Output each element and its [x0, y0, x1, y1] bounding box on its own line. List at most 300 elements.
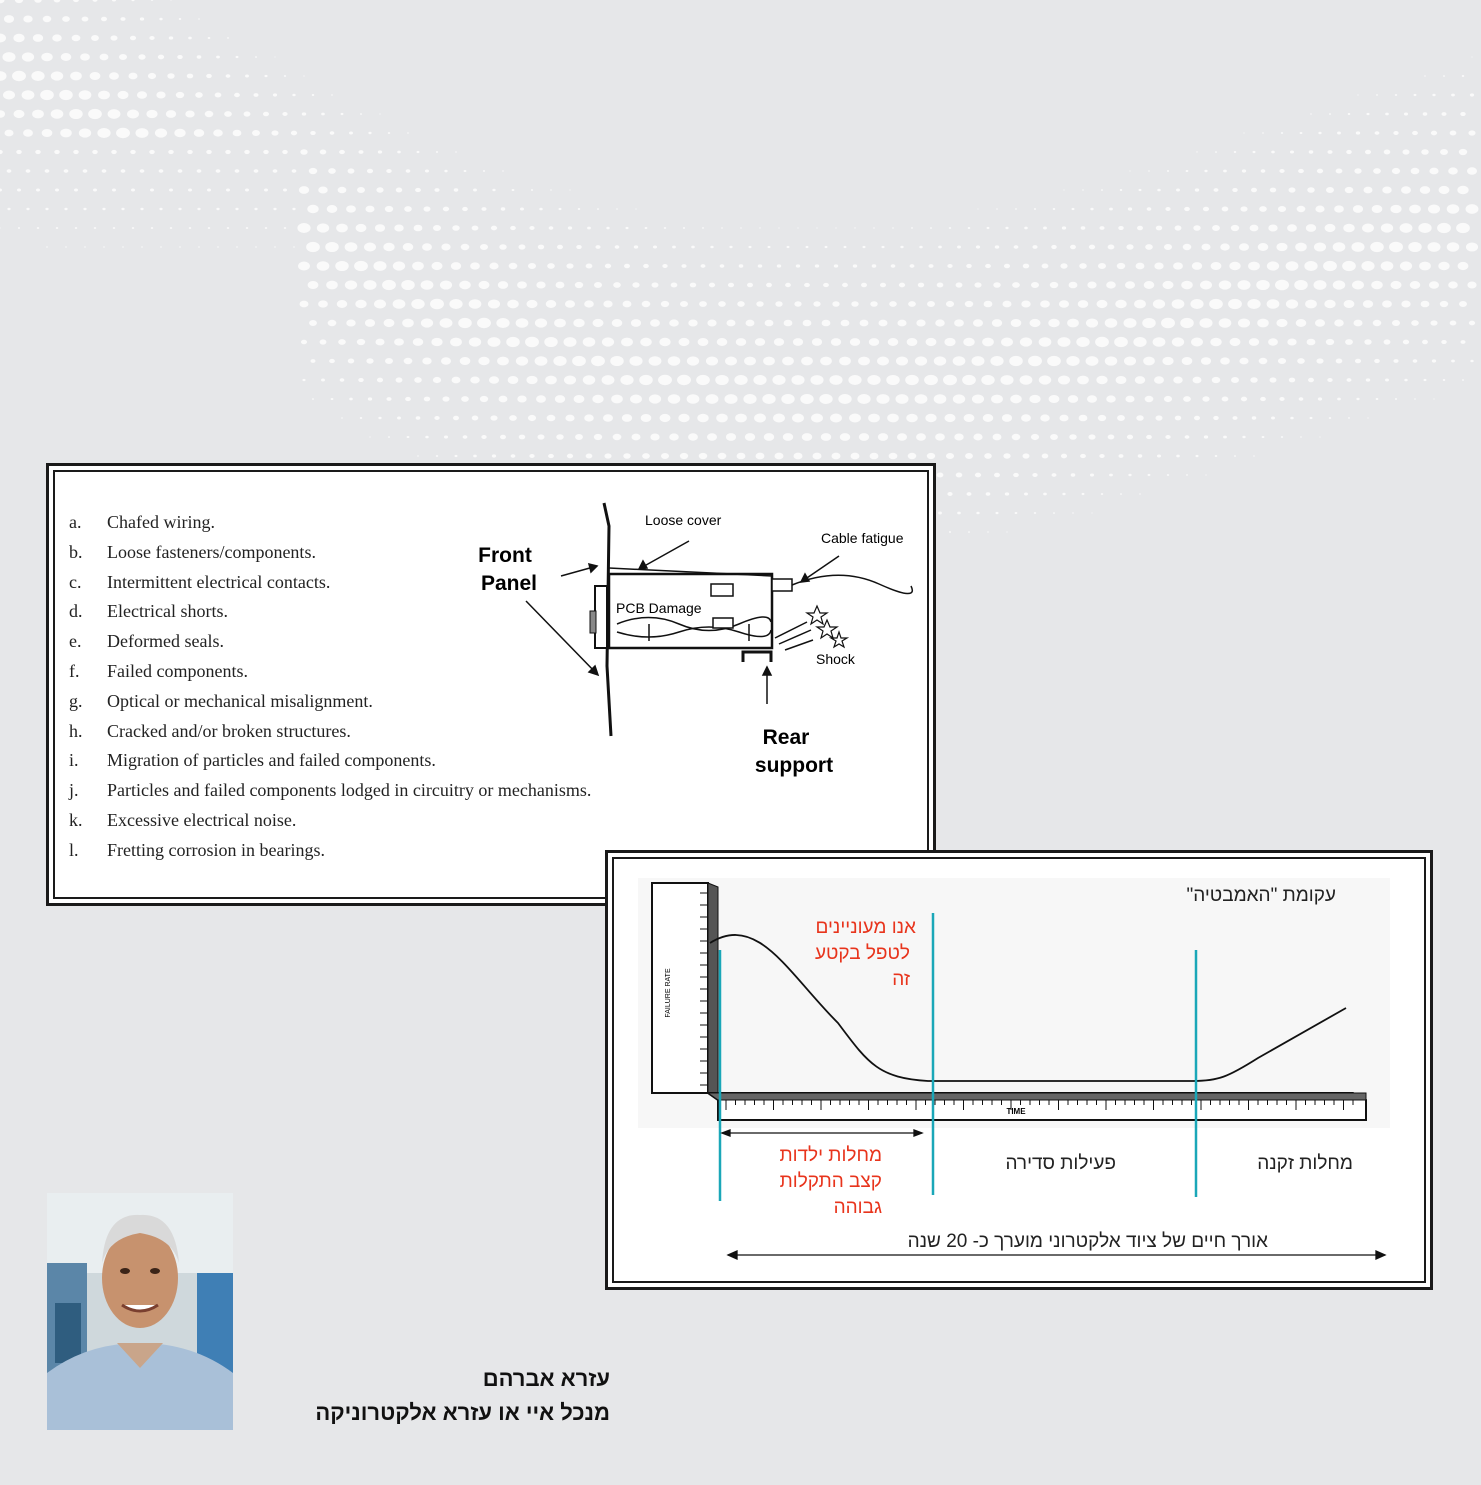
list-item-text: Excessive electrical noise. — [107, 809, 297, 830]
halftone-dot — [702, 227, 704, 228]
halftone-dot — [274, 57, 275, 58]
halftone-dot — [606, 227, 609, 230]
halftone-dot — [963, 338, 974, 347]
halftone-dot — [1167, 170, 1169, 172]
halftone-dot — [22, 90, 35, 100]
halftone-dot — [1336, 168, 1343, 173]
halftone-dot — [1287, 224, 1297, 231]
halftone-dot — [1180, 318, 1194, 328]
halftone-dot — [1257, 319, 1269, 328]
halftone-dot — [813, 301, 820, 306]
halftone-dot — [348, 168, 355, 173]
halftone-dot — [1404, 112, 1408, 115]
halftone-dot — [1393, 359, 1398, 363]
halftone-dot — [1157, 454, 1161, 457]
halftone-dot — [416, 416, 421, 419]
halftone-dot — [1030, 319, 1041, 327]
halftone-dot — [1031, 434, 1039, 440]
halftone-dot — [768, 246, 771, 248]
halftone-dot — [469, 337, 481, 346]
halftone-dot — [1423, 112, 1428, 115]
halftone-dot — [499, 396, 508, 403]
halftone-dot — [1145, 396, 1154, 403]
halftone-dot — [569, 190, 570, 191]
halftone-dot — [642, 453, 650, 459]
halftone-dot — [591, 356, 605, 366]
halftone-dot — [1385, 379, 1389, 382]
halftone-dot — [254, 169, 259, 173]
halftone-dot — [120, 17, 125, 21]
halftone-dot — [993, 282, 1000, 288]
halftone-dot — [195, 92, 203, 98]
halftone-dot — [736, 338, 746, 346]
halftone-dot — [1364, 187, 1373, 194]
halftone-dot — [800, 394, 813, 404]
halftone-dot — [245, 189, 249, 192]
halftone-dot — [662, 264, 667, 268]
halftone-dot — [444, 170, 447, 173]
halftone-dot — [346, 205, 356, 212]
halftone-dot — [895, 394, 908, 404]
halftone-dot — [441, 357, 451, 364]
halftone-dot — [1457, 186, 1468, 194]
halftone-dot — [973, 434, 982, 441]
halftone-dot — [454, 455, 457, 457]
halftone-dot — [584, 414, 594, 421]
halftone-dot — [643, 264, 649, 268]
halftone-dot — [292, 169, 297, 173]
halftone-dot — [0, 110, 5, 118]
halftone-dot — [489, 263, 498, 270]
halftone-dot — [170, 227, 172, 229]
halftone-dot — [944, 338, 955, 346]
halftone-dot — [382, 280, 396, 290]
halftone-dot — [425, 436, 428, 439]
halftone-dot — [697, 414, 708, 423]
halftone-dot — [1352, 281, 1364, 290]
halftone-dot — [1129, 171, 1130, 172]
halftone-dot — [254, 208, 257, 210]
halftone-dot — [1400, 223, 1413, 233]
halftone-dot — [1050, 282, 1058, 288]
halftone-dot — [1241, 397, 1247, 402]
halftone-dot — [1413, 359, 1418, 363]
halftone-dot — [621, 338, 633, 347]
halftone-dot — [1082, 493, 1085, 495]
halftone-dot — [1336, 359, 1343, 364]
halftone-dot — [538, 434, 545, 439]
halftone-dot — [1012, 282, 1020, 288]
halftone-dot — [1408, 242, 1421, 252]
halftone-dot — [396, 188, 403, 193]
halftone-dot — [1119, 454, 1124, 458]
halftone-dot — [1239, 358, 1248, 365]
halftone-dot — [743, 394, 756, 404]
halftone-dot — [1395, 398, 1397, 400]
halftone-dot — [1234, 151, 1237, 153]
halftone-dot — [140, 208, 143, 210]
halftone-dot — [365, 206, 374, 213]
halftone-dot — [102, 169, 107, 173]
halftone-dot — [253, 93, 258, 97]
halftone-dot — [612, 319, 623, 327]
halftone-dot — [1108, 435, 1115, 440]
halftone-dot — [1086, 356, 1099, 366]
halftone-dot — [819, 394, 832, 404]
halftone-dot — [1048, 319, 1059, 328]
halftone-dot — [131, 0, 134, 1]
halftone-dot — [1429, 168, 1438, 175]
halftone-dot — [41, 53, 52, 62]
halftone-dot — [500, 435, 506, 439]
halftone-dot — [821, 433, 831, 441]
halftone-dot — [306, 242, 320, 252]
halftone-dot — [1214, 188, 1219, 192]
halftone-dot — [449, 299, 462, 309]
halftone-dot — [801, 357, 813, 366]
halftone-dot — [1154, 262, 1163, 269]
halftone-dot — [246, 227, 248, 229]
halftone-dot — [309, 168, 317, 174]
halftone-dot — [403, 243, 414, 251]
halftone-dot — [1069, 434, 1076, 440]
halftone-dot — [384, 319, 395, 327]
list-item-text: Fretting corrosion in bearings. — [107, 839, 325, 860]
halftone-dot — [345, 242, 358, 252]
halftone-dot — [469, 299, 482, 309]
halftone-dot — [310, 131, 315, 135]
halftone-dot — [1253, 455, 1255, 456]
halftone-dot — [547, 415, 556, 422]
halftone-dot — [1316, 358, 1323, 363]
halftone-dot — [962, 375, 976, 385]
halftone-dot — [226, 74, 231, 78]
halftone-dot — [762, 394, 775, 404]
halftone-dot — [640, 338, 652, 347]
list-item-text: Intermittent electrical contacts. — [107, 571, 331, 592]
halftone-dot — [64, 169, 69, 173]
halftone-dot — [841, 320, 850, 327]
halftone-dot — [1029, 395, 1040, 403]
halftone-dot — [1375, 131, 1380, 135]
halftone-dot — [336, 224, 348, 233]
halftone-dot — [892, 227, 894, 228]
halftone-dot — [564, 375, 576, 384]
halftone-dot — [321, 379, 325, 382]
halftone-dot — [206, 74, 212, 78]
halftone-dot — [1190, 299, 1203, 309]
halftone-dot — [1072, 512, 1074, 513]
halftone-dot — [483, 170, 485, 172]
halftone-dot — [18, 227, 20, 229]
halftone-dot — [1376, 398, 1379, 400]
halftone-dot — [778, 227, 779, 228]
halftone-dot — [1032, 245, 1037, 249]
halftone-dot — [414, 225, 423, 232]
list-item-text: Failed components. — [107, 660, 248, 681]
halftone-dot — [271, 130, 278, 135]
halftone-dot — [810, 375, 823, 385]
halftone-dot — [1059, 415, 1068, 422]
list-item-letter: k. — [69, 809, 83, 830]
halftone-dot — [1004, 264, 1010, 269]
halftone-dot — [174, 129, 185, 137]
halftone-dot — [995, 245, 999, 248]
halftone-dot — [80, 53, 90, 60]
halftone-dot — [1451, 94, 1455, 97]
halftone-dot — [981, 375, 994, 385]
halftone-dot — [1024, 492, 1028, 495]
halftone-dot — [357, 339, 365, 345]
halftone-dot — [488, 337, 501, 347]
halftone-dot — [1300, 436, 1302, 437]
halftone-dot — [915, 394, 928, 404]
halftone-dot — [792, 414, 804, 423]
halftone-dot — [870, 301, 877, 307]
halftone-dot — [1209, 299, 1223, 309]
halftone-dot — [1404, 379, 1407, 382]
halftone-dot — [546, 300, 557, 308]
halftone-dot — [1471, 57, 1472, 58]
halftone-dot — [669, 433, 679, 440]
halftone-dot — [1337, 398, 1341, 401]
author-photo — [47, 1193, 233, 1430]
halftone-dot — [1133, 337, 1146, 347]
halftone-dot — [430, 299, 444, 309]
halftone-dot — [1289, 378, 1295, 383]
halftone-dot — [1438, 262, 1449, 270]
list-item-text: Optical or mechanical misalignment. — [107, 690, 373, 711]
halftone-dot — [216, 56, 220, 59]
halftone-dot — [1068, 395, 1078, 403]
list-item-letter: l. — [69, 839, 79, 860]
halftone-dot — [1230, 338, 1241, 346]
halftone-dot — [1105, 318, 1118, 327]
halftone-dot — [1010, 395, 1022, 404]
list-item-text: Deformed seals. — [107, 631, 224, 652]
halftone-dot — [726, 320, 735, 327]
halftone-dot — [1172, 299, 1185, 309]
halftone-dot — [187, 150, 193, 154]
halftone-dot — [26, 169, 31, 173]
halftone-dot — [1117, 263, 1125, 269]
halftone-dot — [775, 453, 784, 460]
halftone-dot — [1135, 376, 1145, 384]
halftone-dot — [75, 227, 77, 229]
focus-note-line1: אנו מעוניינים — [815, 917, 916, 938]
halftone-dot — [829, 375, 842, 385]
halftone-dot — [1142, 318, 1155, 328]
halftone-dot — [687, 356, 699, 365]
halftone-dot — [1059, 300, 1069, 308]
halftone-dot — [402, 319, 414, 328]
front-panel-label: Front — [478, 544, 532, 567]
halftone-dot — [1234, 455, 1236, 457]
halftone-dot — [1318, 132, 1321, 134]
halftone-dot — [1259, 358, 1268, 364]
halftone-dot — [17, 189, 21, 192]
halftone-dot — [1215, 455, 1218, 457]
halftone-dot — [510, 226, 516, 230]
halftone-dot — [112, 189, 116, 192]
halftone-dot — [197, 169, 202, 173]
halftone-dot — [1053, 512, 1055, 514]
halftone-dot — [355, 300, 366, 308]
list-item-letter: j. — [69, 780, 79, 801]
halftone-dot — [1403, 340, 1409, 345]
halftone-dot — [706, 394, 719, 404]
halftone-dot — [1307, 187, 1314, 193]
halftone-dot — [822, 320, 831, 327]
halftone-dot — [1372, 205, 1383, 213]
equipment-diagram — [49, 466, 933, 903]
halftone-dot — [206, 150, 212, 154]
halftone-dot — [773, 414, 785, 423]
halftone-dot — [687, 394, 700, 404]
halftone-dot — [341, 417, 343, 418]
halftone-dot — [797, 227, 798, 228]
halftone-dot — [1195, 188, 1199, 191]
halftone-dot — [1433, 399, 1434, 400]
halftone-dot — [413, 338, 423, 346]
halftone-dot — [672, 246, 676, 249]
halftone-dot — [501, 207, 506, 210]
halftone-dot — [1087, 282, 1096, 289]
halftone-dot — [1220, 243, 1230, 250]
halftone-dot — [135, 128, 148, 138]
halftone-dot — [307, 205, 318, 214]
halftone-dot — [470, 376, 479, 383]
halftone-dot — [526, 300, 537, 308]
halftone-dot — [1058, 375, 1070, 384]
halftone-dot — [554, 319, 566, 328]
halftone-dot — [338, 339, 346, 345]
halftone-dot — [443, 207, 449, 212]
halftone-dot — [924, 375, 938, 385]
halftone-dot — [1067, 319, 1079, 328]
halftone-dot — [433, 377, 441, 383]
halftone-dot — [496, 318, 509, 328]
halftone-dot — [1259, 206, 1267, 212]
halftone-dot — [937, 283, 944, 288]
halftone-dot — [1034, 512, 1036, 514]
halftone-dot — [1043, 227, 1047, 230]
halftone-dot — [360, 417, 363, 419]
halftone-dot — [1095, 337, 1109, 347]
halftone-dot — [1186, 170, 1189, 172]
halftone-dot — [378, 150, 382, 153]
halftone-dot — [668, 394, 681, 403]
halftone-dot — [983, 414, 994, 422]
halftone-dot — [1147, 207, 1152, 211]
halftone-dot — [615, 245, 620, 249]
halftone-dot — [178, 169, 183, 173]
halftone-dot — [649, 394, 661, 403]
halftone-dot — [374, 299, 386, 308]
halftone-dot — [631, 319, 641, 327]
halftone-dot — [1161, 318, 1175, 328]
halftone-dot — [490, 415, 497, 420]
halftone-dot — [263, 112, 269, 117]
halftone-dot — [634, 245, 638, 248]
halftone-dot — [169, 36, 173, 39]
halftone-dot — [0, 0, 5, 3]
halftone-dot — [872, 264, 877, 267]
halftone-dot — [1337, 132, 1341, 135]
halftone-dot — [61, 53, 72, 61]
halftone-dot — [394, 224, 403, 231]
halftone-dot — [905, 375, 919, 385]
halftone-dot — [531, 189, 533, 191]
halftone-dot — [861, 283, 867, 287]
halftone-dot — [460, 357, 471, 365]
halftone-dot — [1231, 377, 1239, 383]
halftone-dot — [737, 301, 745, 307]
halftone-dot — [815, 264, 819, 267]
halftone-dot — [1231, 225, 1239, 231]
halftone-dot — [1467, 282, 1476, 289]
halftone-dot — [15, 0, 23, 3]
halftone-dot — [436, 151, 438, 153]
halftone-dot — [823, 283, 829, 287]
halftone-dot — [764, 433, 774, 441]
author-name: עזרא אברהם — [482, 1366, 610, 1391]
halftone-dot — [13, 34, 24, 42]
halftone-dot — [93, 189, 97, 192]
halftone-dot — [189, 227, 191, 229]
halftone-dot — [1443, 379, 1446, 381]
list-item-letter: f. — [69, 660, 80, 681]
halftone-dot — [121, 208, 124, 210]
halftone-dot — [869, 338, 879, 346]
halftone-dot — [1401, 186, 1411, 193]
halftone-dot — [194, 129, 204, 137]
halftone-dot — [444, 435, 448, 438]
halftone-dot — [16, 150, 22, 154]
halftone-dot — [83, 169, 88, 173]
halftone-dot — [613, 282, 621, 288]
halftone-dot — [1306, 224, 1316, 232]
halftone-dot — [7, 208, 10, 210]
halftone-dot — [70, 72, 82, 81]
infant-label-line2: קצב התקלות — [779, 1171, 882, 1192]
halftone-dot — [1108, 244, 1115, 249]
halftone-dot — [140, 17, 144, 20]
halftone-dot — [1210, 338, 1221, 347]
halftone-dot — [274, 246, 276, 247]
halftone-dot — [1460, 112, 1465, 116]
halftone-dot — [1043, 493, 1047, 496]
halftone-dot — [707, 320, 716, 327]
halftone-dot — [411, 299, 424, 309]
halftone-dot — [151, 0, 153, 1]
halftone-dot — [1127, 435, 1133, 440]
halftone-dot — [927, 301, 935, 307]
halftone-dot — [461, 396, 469, 402]
halftone-dot — [748, 246, 751, 248]
halftone-dot — [1309, 150, 1314, 153]
halftone-dot — [926, 338, 937, 346]
halftone-dot — [511, 454, 516, 458]
halftone-dot — [1267, 299, 1280, 309]
halftone-dot — [1186, 474, 1188, 475]
halftone-dot — [1194, 416, 1200, 421]
halftone-dot — [1287, 338, 1296, 345]
halftone-dot — [745, 433, 755, 441]
halftone-dot — [930, 227, 932, 229]
halftone-dot — [1242, 169, 1246, 172]
halftone-dot — [572, 356, 586, 366]
